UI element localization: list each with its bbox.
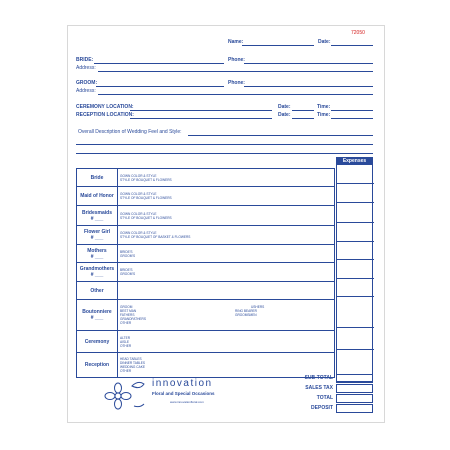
description-label: Overall Description of Wedding Feel and Style: [78,129,182,135]
expenses-cells[interactable] [336,165,373,382]
groom-field[interactable] [96,86,224,87]
table-row: Grandmothers # ___ BRIDE'S GROOM'S [77,263,335,282]
table-row: Bridesmaids # ___ GOWN COLOR & STYLE STYLE OF BOUQUET & FLOWERS [77,206,335,226]
bride-address-label: Address: [76,65,96,71]
description-line-3[interactable] [76,153,373,154]
description-line-1[interactable] [188,135,373,136]
expenses-column [336,157,373,382]
table-row: Flower Girl # ___ GOWN COLOR & STYLE STYLE OF BOUQUET OF BASKET & FLOWERS [77,226,335,245]
brand-url: www.innovationfloral.com [170,400,204,404]
groom-address-field[interactable] [98,94,373,95]
table-row [77,282,335,300]
brand-logo [104,376,254,416]
ceremony-location-field[interactable] [130,110,272,111]
reception-time-label: Time: [317,112,331,118]
reception-date-field[interactable] [292,118,314,119]
form-number: 72050 [351,30,365,36]
reception-date-label: Date: [278,112,291,118]
row-label-bride: Bride [77,169,118,187]
row-label-grandmothers: Grandmothers # ___ [77,263,118,282]
order-form-sheet [68,26,384,422]
reception-time-field[interactable] [331,118,373,119]
bride-phone-label: Phone: [228,57,245,63]
table-row: Reception HEAD TABLES DINNER TABLES WEDDING CAKE OTHER [77,353,335,378]
table-row: Boutonniere # ___ GROOM BEST MAN FATHERS GRANDFATHERS OTHER USHERS RING BEARER GROOMSMEN [77,300,335,331]
row-label-reception: Reception [77,353,118,378]
bride-phone-field[interactable] [244,63,373,64]
groom-phone-label: Phone: [228,80,245,86]
table-row: Maid of Honor GOWN COLOR & STYLE STYLE OF BOUQUET & FLOWERS [77,187,335,206]
sales-tax-field[interactable] [336,384,373,393]
description-line-2[interactable] [76,144,373,145]
deposit-row: DEPOSIT [268,404,373,413]
subtotal-field[interactable] [336,374,373,383]
table-row: Bride GOWN COLOR & STYLE STYLE OF BOUQUET & FLOWERS [77,169,335,187]
reception-location-field[interactable] [130,118,272,119]
expenses-header: Expenses [336,157,373,165]
row-label-mothers: Mothers # ___ [77,245,118,263]
flower-icon [104,376,148,414]
reception-location-label: RECEPTION LOCATION: [76,112,134,118]
row-label-bridesmaids: Bridesmaids # ___ [77,206,118,226]
row-label-boutonniere: Boutonniere # ___ [77,300,118,331]
bride-field[interactable] [94,63,224,64]
row-label-maid-of-honor: Maid of Honor [77,187,118,206]
ceremony-date-label: Date: [278,104,291,110]
ceremony-date-field[interactable] [292,110,314,111]
table-row: Mothers # ___ BRIDE'S GROOM'S [77,245,335,263]
groom-phone-field[interactable] [244,86,373,87]
row-label-ceremony: Ceremony [77,331,118,353]
total-row: TOTAL [268,394,373,403]
groom-label: GROOM: [76,80,98,86]
table-row: Ceremony ALTER AISLE OTHER [77,331,335,353]
groom-address-label: Address: [76,88,96,94]
bride-label: BRIDE: [76,57,94,63]
ceremony-time-field[interactable] [331,110,373,111]
ceremony-time-label: Time: [317,104,331,110]
total-field[interactable] [336,394,373,403]
date-field[interactable] [331,45,373,46]
date-label: Date: [318,39,331,45]
deposit-field[interactable] [336,404,373,413]
sales-tax-row: SALES TAX [268,384,373,393]
subtotal-row: SUB-TOTAL [268,374,373,383]
arrangements-table [76,168,335,378]
bride-address-field[interactable] [98,71,373,72]
brand-tagline: Floral and Special Occasions [152,391,215,396]
name-label: Name: [228,39,244,45]
ceremony-location-label: CEREMONY LOCATION: [76,104,134,110]
row-label-other: Other [77,282,118,300]
row-label-flower-girl: Flower Girl # ___ [77,226,118,245]
name-field[interactable] [242,45,314,46]
brand-name: innovation [152,378,213,389]
